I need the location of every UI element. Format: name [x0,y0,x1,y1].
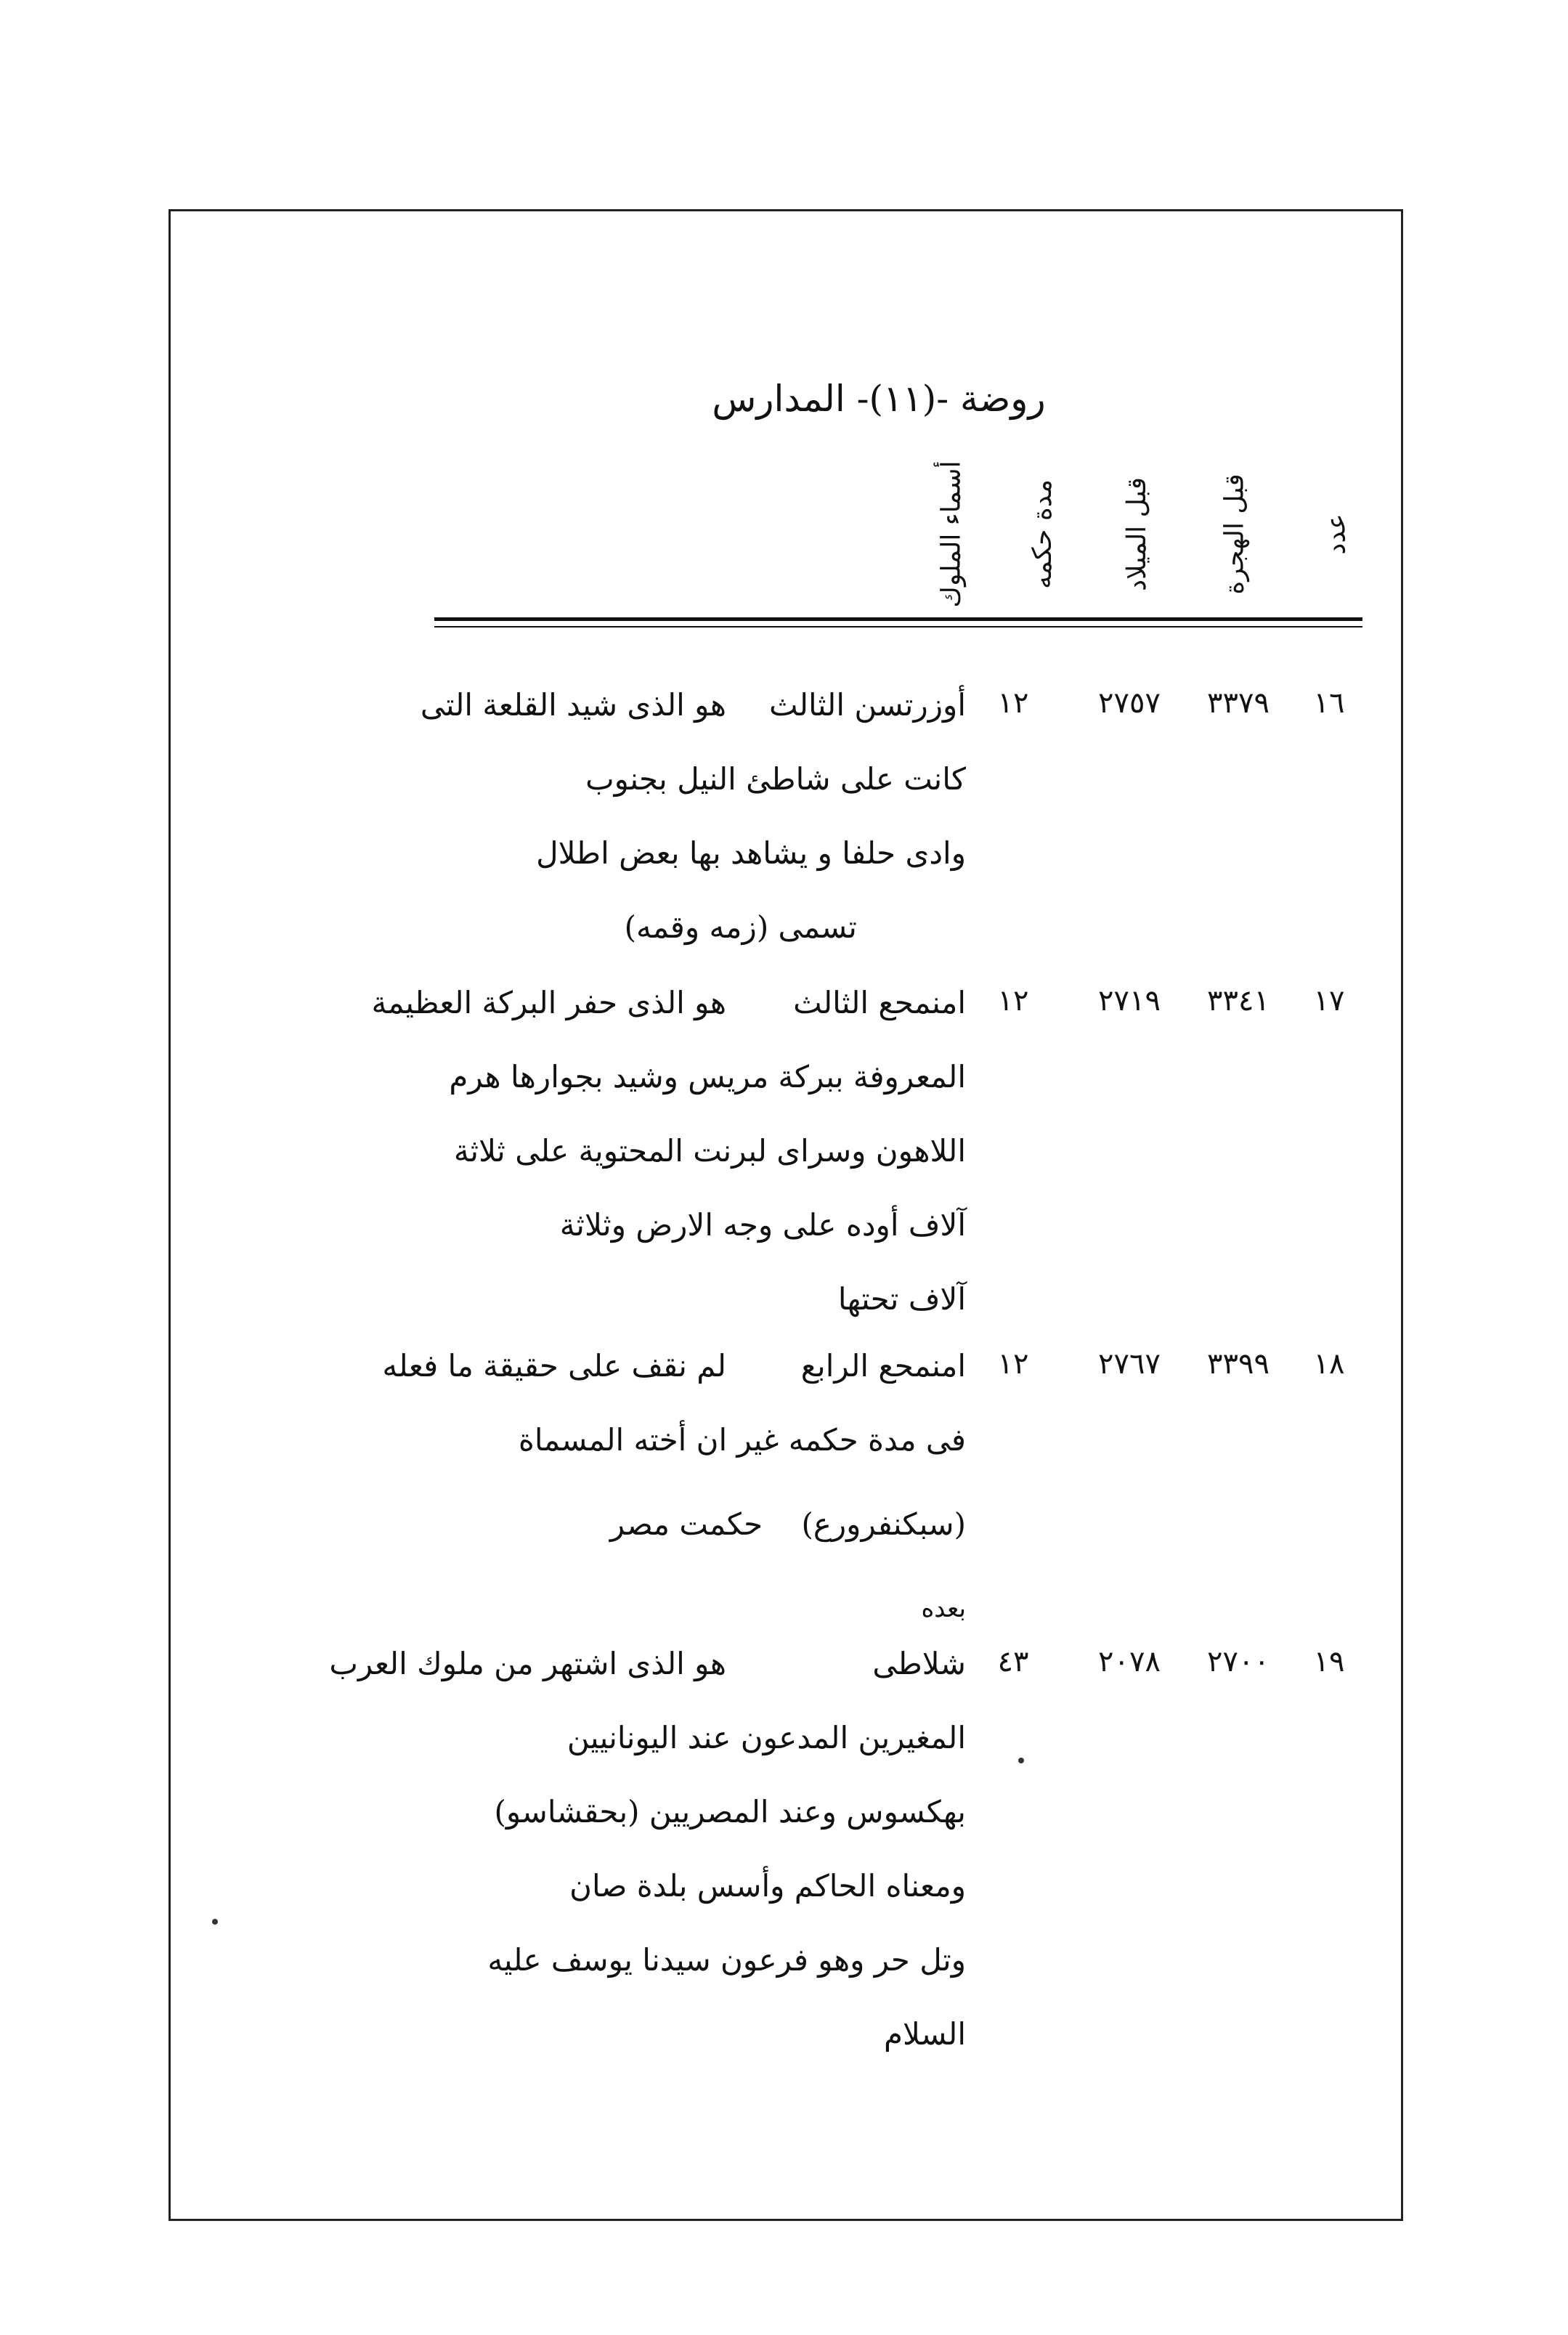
entry-text: هو الذى اشتهر من ملوك العرب [329,1646,726,1681]
row-entry [407,668,966,965]
entry-first-line [329,1627,966,1701]
entry-text: لم نقف على حقيقة ما فعله [382,1348,726,1384]
king-name: امنمحع الثالث [793,985,966,1020]
entry-line: آلاف أوده على وجه الارض وثلاثة [559,1207,966,1243]
entry-line: بهكسوس وعند المصريين (بحقشاسو) [494,1794,966,1830]
row-years: ٤٣ [997,1645,1029,1678]
row-index: ١٩ [1313,1645,1345,1678]
row-years: ١٢ [997,686,1029,720]
row-years: ١٢ [997,1347,1029,1381]
entry-line: اللاهون وسراى لبرنت المحتوية على ثلاثة [453,1133,966,1169]
entry-text: هو الذى حفر البركة العظيمة [371,985,726,1020]
row-index: ١٨ [1313,1347,1345,1381]
row-before-birth: ٢٧٥٧ [1098,686,1161,720]
row-before-hijra: ٣٣٤١ [1207,984,1270,1018]
entry-line: المعروفة ببركة مريس وشيد بجوارها هرم [449,1059,966,1095]
row-entry [329,1627,966,2071]
king-name: شلاطى [872,1646,966,1681]
header-rule [434,617,1362,621]
entry-line: السلام [884,2016,966,2052]
column-header-years: مدة حكمه [1027,479,1057,589]
row-entry [382,1329,966,1646]
entry-line: فى مدة حكمه غير ان أخته المسماة [518,1422,966,1458]
entry-line: المغيرين المدعون عند اليونانيين [566,1720,966,1755]
row-before-hijra: ٣٣٩٩ [1207,1347,1270,1381]
row-before-birth: ٢٧٦٧ [1098,1347,1161,1381]
column-header-kings: أسماء الملوك [936,460,967,608]
row-index: ١٧ [1313,984,1345,1018]
entry-line: ومعناه الحاكم وأسس بلدة صان [569,1868,966,1904]
row-before-hijra: ٣٣٧٩ [1207,686,1270,720]
scan-speck [212,1919,218,1925]
column-header-index: عدد [1321,513,1352,555]
column-header-before-birth: قبل الميلاد [1121,476,1152,591]
entry-line: (سبكنفرورع) حكمت مصر [609,1506,966,1542]
entry-first-line [371,966,966,1040]
row-before-birth: ٢٠٧٨ [1098,1645,1161,1678]
entry-line: كانت على شاطئ النيل بجنوب [585,761,966,797]
row-years: ١٢ [997,984,1029,1018]
scan-speck [1018,1758,1024,1763]
entry-line: تسمى (زمه وقمه) [624,909,857,945]
king-name: امنمحع الرابع [800,1348,966,1384]
entry-first-line [407,668,966,742]
row-before-hijra: ٢٧٠٠ [1207,1645,1270,1678]
entry-line: وادى حلفا و يشاهد بها بعض اطلال [536,835,966,871]
king-name: أوزرتسن الثالث [769,687,966,723]
row-entry [371,966,966,1336]
row-index: ١٦ [1313,686,1345,720]
entry-first-line [382,1329,966,1403]
header-rule-secondary [434,626,1362,628]
row-before-birth: ٢٧١٩ [1098,984,1161,1018]
entry-text: هو الذى شيد القلعة التى [420,687,726,723]
column-header-before-hijra: قبل الهجرة [1219,473,1250,595]
page-header: روضة -(١١)- المدارس [712,378,1046,420]
entry-line: وتل حر وهو فرعون سيدنا يوسف عليه [487,1942,966,1978]
entry-line: بعده [921,1594,966,1623]
entry-line: آلاف تحتها [837,1281,966,1317]
